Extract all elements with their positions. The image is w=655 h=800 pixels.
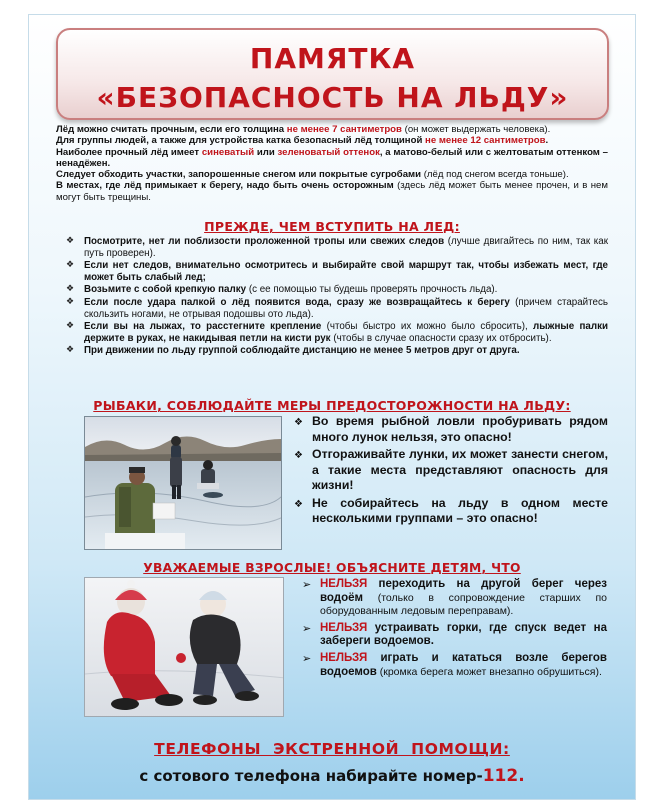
before-heading: ПРЕЖДЕ, ЧЕМ ВСТУПИТЬ НА ЛЕД: (204, 219, 460, 234)
intro-paragraph: Лёд можно считать прочным, если его толщина не менее 7 сантиметров (он может выдержать человека). (56, 124, 551, 135)
list-item: ➢ НЕЛЬЗЯ устраивать горки, где спуск ведет на забереги водоемов. (320, 622, 607, 649)
children-rules-list (320, 578, 607, 682)
title-line-2: «БЕЗОПАСНОСТЬ НА ЛЬДУ» (96, 81, 569, 114)
list-item: ❖ Если нет следов, внимательно осмотритесь и выбирайте свой маршрут так, чтобы избежать мест, где может быть слабый лед; (84, 260, 608, 283)
emergency-phones-heading: ТЕЛЕФОНЫ ЭКСТРЕННОЙ ПОМОЩИ: (154, 740, 510, 758)
list-item: ❖ Не собирайтесь на льду в одном месте несколькими группами – это опасно! (312, 496, 608, 527)
list-item: ➢ НЕЛЬЗЯ играть и кататься возле берегов водоемов (кромка берега может внезапно обрушиться). (320, 652, 607, 679)
children-illustration (85, 578, 284, 717)
intro-text (56, 124, 608, 203)
fishermen-rules-list (312, 414, 608, 529)
children-photo (84, 577, 284, 717)
list-item: ❖ Отгораживайте лунки, их может занести снегом, а такие места представляют опасность для жизни! (312, 447, 608, 494)
fishermen-heading: РЫБАКИ, СОБЛЮДАЙТЕ МЕРЫ ПРЕДОСТОРОЖНОСТИ НА ЛЬДУ: (93, 398, 571, 413)
list-item: ❖ При движении по льду группой соблюдайте дистанцию не менее 5 метров друг от друга. (84, 345, 608, 357)
list-item: ❖ Если после удара палкой о лёд появится вода, сразу же возвращайтесь к берегу (причем старайтесь скользить ногами, не отрывая подошвы ото льда). (84, 297, 608, 320)
list-item: ❖ Посмотрите, нет ли поблизости проложенной тропы или свежих следов (лучше двигайтесь по ним, так как путь проверен). (84, 236, 608, 259)
intro-paragraph: Для группы людей, а также для устройства катка безопасный лёд толщиной не менее 12 сантиметров. (56, 135, 549, 147)
title-banner (56, 28, 609, 120)
list-item: ➢ НЕЛЬЗЯ переходить на другой берег через водоём (только в сопровождение старших по оборудованным ледовым переправам). (320, 578, 607, 619)
fishermen-photo (84, 416, 282, 550)
intro-paragraph: В местах, где лёд примыкает к берегу, надо быть очень осторожным (здесь лёд может быть менее прочен, и в нем могут быть трещины. (56, 180, 608, 203)
emergency-phones-line: с сотового телефона набирайте номер-112. (139, 766, 525, 786)
adults-heading: УВАЖАЕМЫЕ ВЗРОСЛЫЕ! ОБЪЯСНИТЕ ДЕТЯМ, ЧТО (143, 561, 521, 575)
title-line-1: ПАМЯТКА (249, 42, 416, 75)
intro-paragraph: Следует обходить участки, запорошенные снегом или покрытые сугробами (лёд под снегом всегда тоньше). (56, 169, 569, 181)
intro-paragraph: Наиболее прочный лёд имеет синеватый или зеленоватый оттенок, а матово-белый или с желтоватым оттенком – ненадёжен. (56, 146, 608, 169)
list-item: ❖ Возьмите с собой крепкую палку (с ее помощью ты будешь проверять прочность льда). (84, 284, 608, 296)
list-item: ❖ Если вы на лыжах, то расстегните крепление (чтобы быстро их можно было сбросить), лыжные палки держите в руках, не накидывая петли на кисти рук (чтобы в случае опасности сразу их отбросить). (84, 321, 608, 344)
before-rules-list (84, 236, 608, 358)
fishermen-illustration (85, 417, 282, 550)
list-item: ❖ Во время рыбной ловли пробуривать рядом много лунок нельзя, это опасно! (312, 414, 608, 445)
emergency-number: 112. (482, 766, 525, 786)
